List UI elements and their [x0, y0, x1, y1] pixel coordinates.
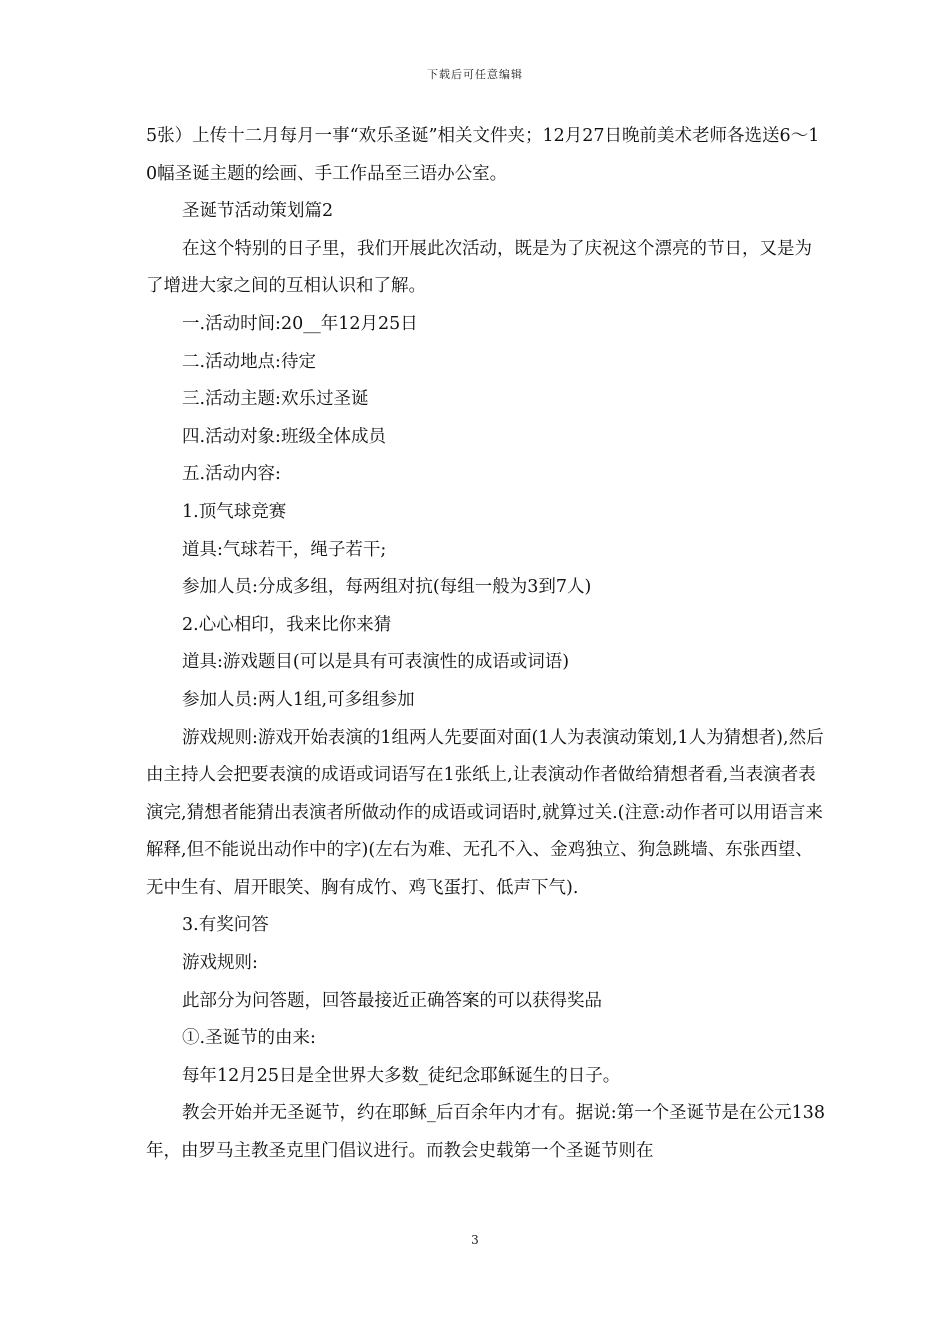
list-item: 三.活动主题:欢乐过圣诞	[182, 389, 369, 410]
list-item: 五.活动内容:	[182, 464, 281, 485]
paragraph: 每年12月25日是全世界大多数_徒纪念耶稣诞生的日子。	[182, 1065, 621, 1086]
page-number: 3	[471, 1233, 479, 1247]
page-header: 下载后可任意编辑	[427, 68, 523, 81]
paragraph: 在这个特别的日子里，我们开展此次活动，既是为了庆祝这个漂亮的节日，又是为了增进大家之间的互相认识和了解。	[146, 238, 812, 297]
list-item: 3.有奖问答	[182, 915, 269, 936]
document-body	[146, 118, 826, 1171]
paragraph: 游戏规则:游戏开始表演的1组两人先要面对面(1人为表演动策划,1人为猜想者),然后由主持人会把要表演的成语或词语写在1张纸上,让表演动作者做给猜想者看,当表演者表演完,猜想者能猜出表演者所做动作的成语或词语时,就算过关.(注意:动作者可以用语言来解释,但不能说出动作中的字)(左右为难、无孔不入、金鸡独立、狗急跳墙、东张西望、无中生有、眉开眼笑、胸有成竹、鸡飞蛋打、低声下气).	[146, 727, 824, 898]
paragraph: 游戏规则:	[182, 953, 258, 974]
list-item: ①.圣诞节的由来:	[182, 1028, 316, 1049]
list-item: 2.心心相印，我来比你来猜	[182, 614, 392, 635]
list-item: 1.顶气球竞赛	[182, 501, 287, 522]
paragraph: 此部分为问答题，回答最接近正确答案的可以获得奖品	[182, 990, 602, 1011]
paragraph: 道具:游戏题目(可以是具有可表演性的成语或词语)	[182, 652, 570, 673]
paragraph: 教会开始并无圣诞节，约在耶稣_后百余年内才有。据说:第一个圣诞节是在公元138年，由罗马主教圣克里门倡议进行。而教会史载第一个圣诞节则在	[146, 1103, 826, 1162]
paragraph: 参加人员:分成多组，每两组对抗(每组一般为3到7人)	[182, 577, 592, 598]
list-item: 二.活动地点:待定	[182, 351, 316, 372]
list-item: 四.活动对象:班级全体成员	[182, 426, 386, 447]
paragraph: 5张）上传十二月每月一事“欢乐圣诞”相关文件夹；12月27日晚前美术老师各选送6～10幅圣诞主题的绘画、手工作品至三语办公室。	[146, 126, 820, 184]
paragraph: 道具:气球若干，绳子若干;	[182, 539, 387, 560]
paragraph: 参加人员:两人1组,可多组参加	[182, 689, 415, 710]
list-item: 一.活动时间:20__年12月25日	[182, 313, 418, 334]
section-title: 圣诞节活动策划篇2	[182, 201, 334, 222]
